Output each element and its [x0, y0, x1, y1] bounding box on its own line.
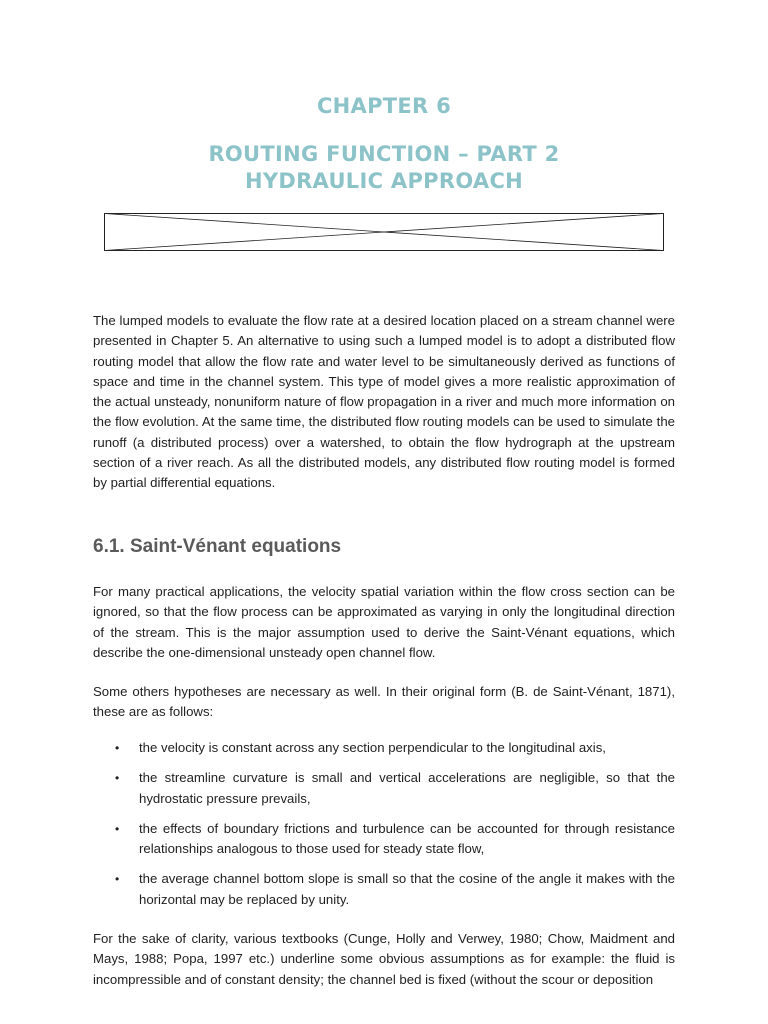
intro-paragraph: The lumped models to evaluate the flow rate at a desired location placed on a stream channel were presented in Chapter 5. An alternative to using such a lumped model is to adopt a distributed flow routing model that allow the flow rate and water level to be simultaneously derived as functions of space and time in the channel system. This type of model gives a more realistic approximation of the actual unsteady, nonuniform nature of flow propagation in a river and much more information on the flow evolution. At the same time, the distributed flow routing models can be used to simulate the runoff (a distributed process) over a watershed, to obtain the flow hydrograph at the upstream section of a river reach. As all the distributed models, any distributed flow routing model is formed by partial differential equations.: [93, 313, 675, 491]
chapter-title-line-2: HYDRAULIC APPROACH: [244, 169, 524, 193]
section-heading: 6.1. Saint-Vénant equations: [93, 536, 342, 557]
crossed-box-graphic: [104, 213, 664, 251]
bullet-icon: •: [115, 821, 120, 836]
hypotheses-list: [93, 738, 675, 920]
bullet-icon: •: [115, 872, 120, 887]
bullet-icon: •: [115, 771, 120, 786]
section-paragraph-1: For many practical applications, the velocity spatial variation within the flow cross section can be ignored, so that the flow process can be approximated as varying in only the longitudinal direction of the stream. This is the major assumption used to derive the Saint-Vénant equations, which describe the one-dimensional unsteady open channel flow.: [93, 584, 675, 660]
list-item-text: the streamline curvature is small and vertical accelerations are negligible, so that the hydrostatic pressure prevails,: [139, 770, 675, 806]
list-item-text: the velocity is constant across any section perpendicular to the longitudinal axis,: [139, 740, 606, 755]
list-item: [93, 819, 675, 860]
chapter-title: [0, 141, 768, 195]
list-item: [93, 869, 675, 910]
section-paragraph-3: For the sake of clarity, various textbooks (Cunge, Holly and Verwey, 1980; Chow, Maidment and Mays, 1988; Popa, 1997 etc.) underline some obvious assumptions as for example: the fluid is incompressible and of constant density; the channel bed is fixed (without the scour or deposition: [93, 931, 675, 987]
decorative-banner-box: [104, 213, 664, 251]
chapter-title-line-1: ROUTING FUNCTION – PART 2: [208, 142, 560, 166]
list-item: [93, 738, 675, 758]
list-item: [93, 768, 675, 809]
chapter-label: CHAPTER 6: [316, 94, 452, 118]
bullet-icon: •: [115, 741, 120, 755]
section-paragraph-2: Some others hypotheses are necessary as well. In their original form (B. de Saint-Vénant, 1871), these are as follows:: [93, 684, 675, 720]
list-item-text: the effects of boundary frictions and turbulence can be accounted for through resistance relationships analogous to those used for steady state flow,: [139, 820, 675, 857]
list-item-text: the average channel bottom slope is small so that the cosine of the angle it makes with the horizontal may be replaced by unity.: [139, 871, 675, 907]
